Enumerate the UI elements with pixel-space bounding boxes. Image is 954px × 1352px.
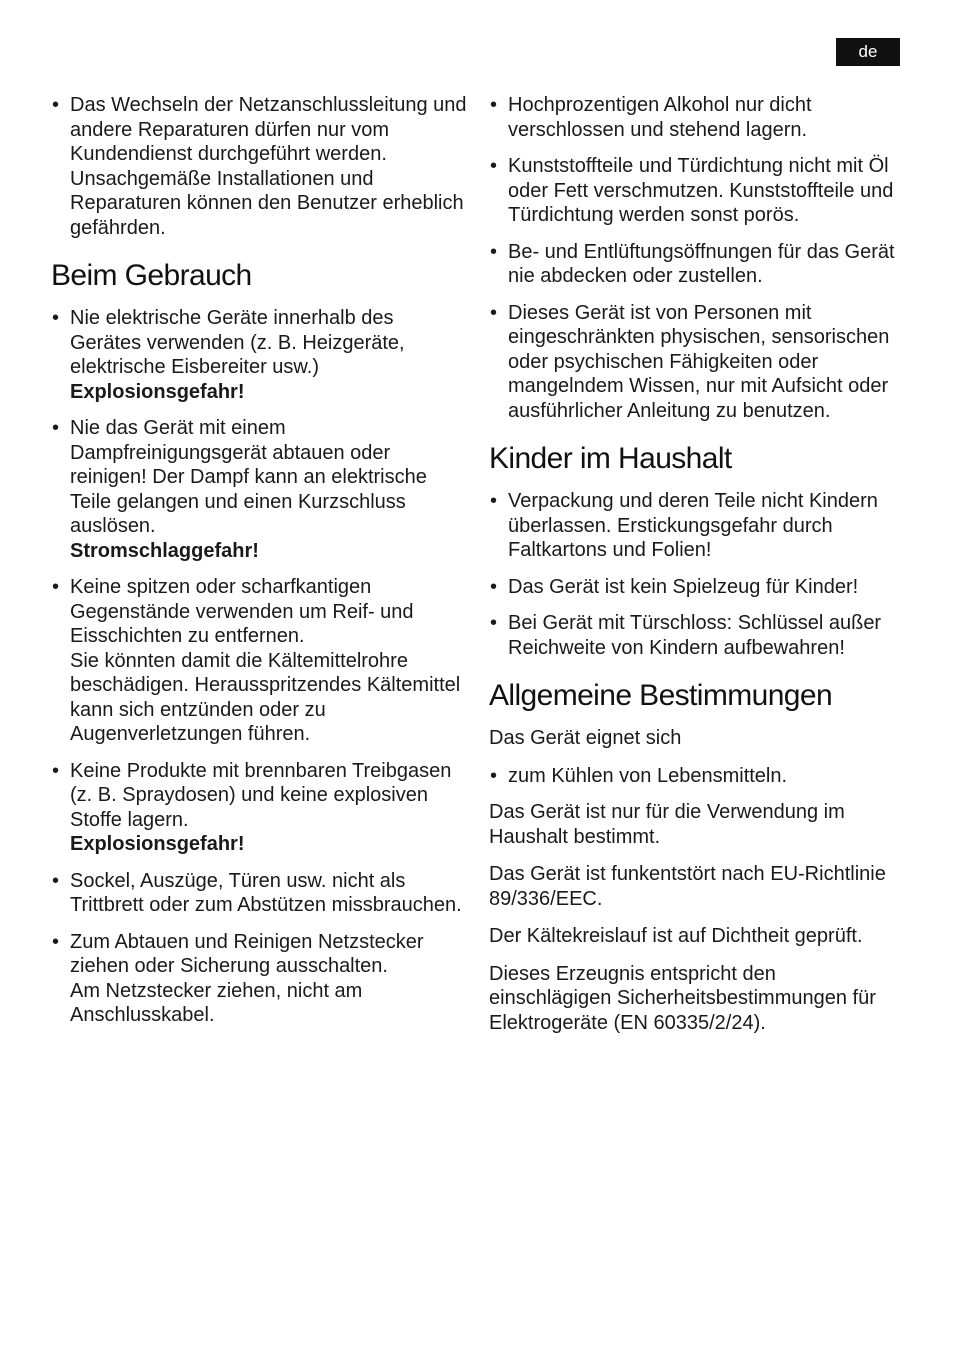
list-item	[51, 575, 467, 747]
list-item	[51, 416, 467, 563]
paragraph: Das Gerät ist nur für die Verwendung im Haushalt bestimmt.	[489, 801, 845, 848]
paragraph: Dieses Erzeugnis entspricht den einschlägigen Sicherheitsbestimmungen für Elektrogeräte (EN 60335/2/24).	[489, 962, 876, 1034]
list-item-text: • Dieses Gerät ist von Personen mit eingeschränkten physischen, sensorischen oder psychischen Fähigkeiten oder mangelndem Wissen, nur mit Aufsicht oder ausführlicher Anleitung zu benutzen.	[508, 301, 890, 422]
list-item-text: • Sockel, Auszüge, Türen usw. nicht als Trittbrett oder zum Abstützen missbrauchen.	[70, 869, 462, 916]
warning-label: Explosionsgefahr!	[70, 380, 245, 403]
list-item-text: • Das Gerät ist kein Spielzeug für Kinder!	[508, 575, 859, 598]
beim-gebrauch-list	[51, 306, 467, 1028]
list-item	[489, 154, 901, 228]
allgemeine-list	[489, 764, 901, 789]
intro-list-left	[51, 93, 467, 240]
paragraph-intro: Das Gerät eignet sich	[489, 727, 682, 749]
list-item	[489, 764, 901, 789]
section-title-allgemeine-bestimmungen: Allgemeine Bestimmungen	[489, 679, 833, 712]
list-item	[489, 489, 901, 563]
list-item-text: • Verpackung und deren Teile nicht Kindern überlassen. Erstickungsgefahr durch Faltkartons und Folien!	[508, 490, 878, 561]
list-item-subtext: Am Netzstecker ziehen, nicht am Anschlusskabel.	[70, 979, 363, 1026]
list-item-text: • Keine Produkte mit brennbaren Treibgasen (z. B. Spraydosen) und keine explosiven Stoffe lagern.	[70, 759, 452, 831]
intro-list-right	[489, 93, 901, 423]
list-item-text: • Keine spitzen oder scharfkantigen Gegenstände verwenden um Reif- und Eisschichten zu entfernen.	[70, 576, 414, 647]
list-item-text: • Das Wechseln der Netzanschlussleitung und andere Reparaturen dürfen nur vom Kundendienst durchgeführt werden. Unsachgemäße Installationen und Reparaturen können den Benutzer erheblich gefährden.	[70, 94, 467, 239]
list-item-text: • zum Kühlen von Lebensmitteln.	[508, 764, 788, 787]
list-item	[51, 759, 467, 857]
list-item-text: • Be- und Entlüftungsöffnungen für das Gerät nie abdecken oder zustellen.	[508, 240, 895, 287]
paragraph: Der Kältekreislauf ist auf Dichtheit geprüft.	[489, 925, 863, 947]
section-title-kinder-im-haushalt: Kinder im Haushalt	[489, 442, 732, 475]
paragraph: Das Gerät ist funkentstört nach EU-Richtlinie 89/336/EEC.	[489, 863, 886, 910]
list-item	[51, 930, 467, 1028]
list-item	[51, 93, 467, 240]
list-item	[489, 93, 901, 142]
list-item	[489, 611, 901, 660]
list-item-text: • Bei Gerät mit Türschloss: Schlüssel außer Reichweite von Kindern aufbewahren!	[508, 612, 882, 659]
list-item-text: • Kunststoffteile und Türdichtung nicht mit Öl oder Fett verschmutzen. Kunststoffteile und Türdichtung werden sonst porös.	[508, 155, 894, 226]
list-item	[489, 301, 901, 424]
list-item-text: • Zum Abtauen und Reinigen Netzstecker ziehen oder Sicherung ausschalten.	[70, 930, 424, 977]
list-item	[51, 869, 467, 918]
section-title-beim-gebrauch: Beim Gebrauch	[51, 259, 252, 292]
language-badge: de	[836, 38, 900, 66]
list-item-text: • Nie elektrische Geräte innerhalb des Gerätes verwenden (z. B. Heizgeräte, elektrische Eisbereiter usw.)	[70, 307, 405, 378]
list-item-subtext: Sie könnten damit die Kältemittelrohre beschädigen. Herausspritzendes Kältemittel kann sich entzünden oder zu Augenverletzungen führen.	[70, 649, 461, 745]
right-column	[489, 93, 901, 1048]
list-item-text: • Nie das Gerät mit einem Dampfreinigungsgerät abtauen oder reinigen! Der Dampf kann an elektrische Teile gelangen und einen Kurzschluss auslösen.	[70, 417, 427, 537]
list-item-text: • Hochprozentigen Alkohol nur dicht verschlossen und stehend lagern.	[508, 94, 812, 141]
kinder-list	[489, 489, 901, 660]
warning-label: Explosionsgefahr!	[70, 833, 245, 855]
list-item	[489, 575, 901, 600]
list-item	[51, 306, 467, 404]
left-column	[51, 93, 467, 1040]
warning-label: Stromschlaggefahr!	[70, 539, 259, 562]
list-item	[489, 240, 901, 289]
